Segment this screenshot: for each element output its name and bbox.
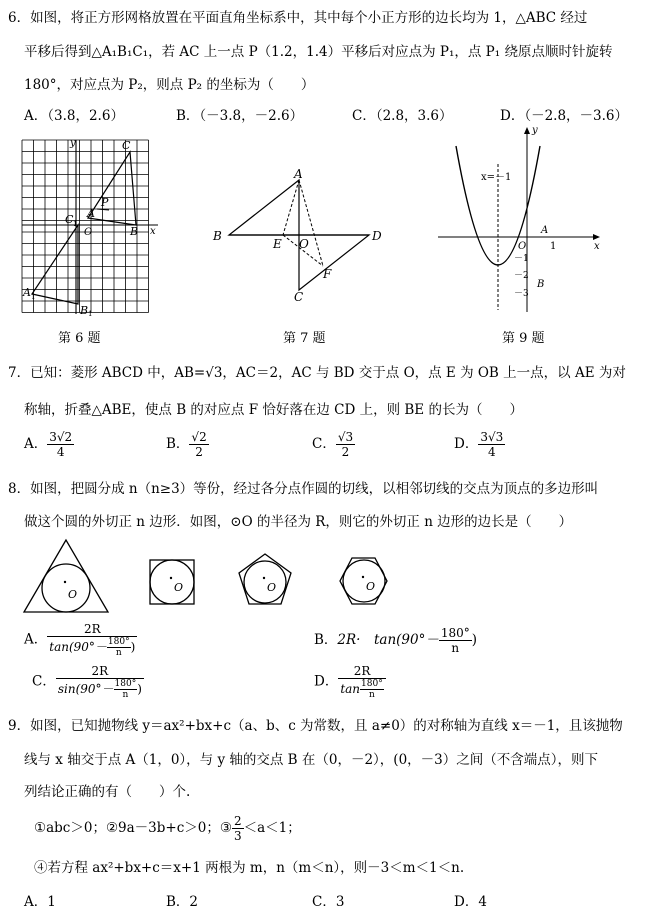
- q6-option-c: C．（2.8，3.6）: [352, 108, 453, 124]
- caption-fig9: 第 9 题: [502, 331, 545, 346]
- fig9-label-1: 1: [550, 241, 557, 252]
- fig9-label-o: O: [518, 241, 527, 252]
- fig8-label-o-pentagon: O: [267, 581, 277, 594]
- fig6-label-y: y: [70, 138, 76, 149]
- figure-9-parabola: [436, 124, 608, 314]
- fig7-label-f: F: [323, 267, 332, 281]
- fig9-label-minus2: －2: [514, 271, 529, 281]
- fig6-label-a: A: [87, 207, 95, 220]
- q9-line2: 线与 x 轴交于点 A（1，0），与 y 轴的交点 B 在（0，－2），(0，－3）之间（不含端点），则下: [24, 752, 598, 768]
- q8-option-b: B．2R· tan(90°－ $\frac{180^\circ}{n}$ ): [314, 626, 478, 655]
- q7-option-a: A． $\frac{3√2}{4}$: [24, 430, 73, 459]
- figure-8-circumscribed-polygons: [8, 536, 428, 620]
- fig6-label-b1: B: [80, 304, 89, 317]
- fig8-label-o-triangle: O: [68, 588, 78, 601]
- fig6-label-c: C: [122, 139, 131, 152]
- q9-statements-1-3: ①abc＞0；②9a－3b+c＞0；③ $\frac{2}{3}$ ＜a＜1；: [34, 814, 301, 843]
- q6-line3: 180°，对应点为 P₂，则点 P₂ 的坐标为（ ）: [24, 77, 315, 93]
- fig6-label-c1: C: [65, 213, 74, 226]
- figure-6-grid: [18, 136, 163, 318]
- fig6-label-o: O: [84, 227, 93, 238]
- q6-option-d: D．（－2.8，－3.6）: [500, 108, 629, 124]
- fig9-label-a: A: [541, 225, 549, 236]
- q7-line1: 7．已知：菱形 ABCD 中，AB=√3，AC＝2，AC 与 BD 交于点 O，点 E 为 OB 上一点，以 AE 为对: [8, 365, 626, 381]
- q9-statement-4: ④若方程 ax²+bx+c＝x+1 两根为 m，n（m＜n），则－3＜m＜1＜n.: [34, 860, 465, 876]
- q8-line2: 做这个圆的外切正 n 边形．如图，⊙O 的半径为 R，则它的外切正 n 边形的边长是（ ）: [24, 514, 573, 530]
- q8-line1: 8．如图，把圆分成 n（n≥3）等份，经过各分点作圆的切线，以相邻切线的交点为顶点的多边形叫: [8, 481, 599, 497]
- fig8-label-o-square: O: [174, 581, 184, 594]
- q7-option-c: C． $\frac{√3}{2}$: [312, 430, 354, 459]
- q6-line1: 6．如图，将正方形网格放置在平面直角坐标系中，其中每个小正方形的边长均为 1，△ABC 经过: [8, 10, 588, 26]
- q9-option-d: D．4: [454, 894, 487, 910]
- fig7-label-d: D: [372, 229, 382, 243]
- fig6-label-p: P: [101, 196, 109, 209]
- fig7-label-e: E: [273, 237, 282, 251]
- fig6-label-a1-sub: 1: [31, 293, 36, 301]
- q9-option-b: B．2: [166, 894, 199, 910]
- q8-option-d: D． 2R tan $\frac{180^\circ}{n}$: [314, 664, 386, 700]
- fig7-label-a: A: [294, 168, 303, 181]
- q9-option-c: C．3: [312, 894, 345, 910]
- q9-line1: 9．如图，已知抛物线 y＝ax²+bx+c（a、b、c 为常数，且 a≠0）的对称轴为直线 x＝－1，且该抛物: [8, 718, 623, 734]
- q9-option-a: A．1: [24, 894, 56, 910]
- fig6-label-c1-sub: 1: [73, 220, 78, 228]
- fig9-label-x: x: [594, 241, 600, 252]
- q7-line2: 称轴，折叠△ABE，使点 B 的对应点 F 恰好落在边 CD 上，则 BE 的长为（ ）: [24, 402, 523, 418]
- figure-7-rhombus: [205, 168, 395, 303]
- fig7-label-b: B: [213, 229, 222, 243]
- q6-option-b: B．（－3.8，－2.6）: [176, 108, 304, 124]
- fig9-label-minus1: －1: [514, 254, 529, 264]
- q8-option-a: A． 2R tan(90°－ $\frac{180^\circ}{n}$ ): [24, 622, 136, 658]
- q6-line2: 平移后得到△A₁B₁C₁，若 AC 上一点 P（1.2，1.4）平移后对应点为 P₁，点 P₁ 绕原点顺时针旋转: [24, 44, 613, 60]
- fig6-label-b1-sub: 1: [88, 310, 93, 318]
- fig6-label-a1: A: [23, 286, 31, 299]
- fig9-label-minus3: －3: [514, 289, 529, 299]
- fig8-label-o-hexagon: O: [366, 580, 376, 593]
- fig6-label-b: B: [130, 225, 139, 238]
- fig7-label-o: O: [299, 237, 309, 251]
- fig9-label-b: B: [537, 279, 545, 290]
- q7-option-b: B． $\frac{√2}{2}$: [166, 430, 207, 459]
- q7-option-d: D． $\frac{3√3}{4}$: [454, 430, 504, 459]
- caption-fig7: 第 7 题: [283, 331, 326, 346]
- q6-option-a: A．（3.8，2.6）: [24, 108, 124, 124]
- q8-option-c: C． 2R sin(90°－ $\frac{180^\circ}{n}$ ): [32, 664, 142, 700]
- fig6-label-x: x: [150, 226, 156, 237]
- fig9-label-axis-of-symmetry: x=－1: [481, 172, 512, 183]
- fig9-label-y: y: [532, 125, 538, 136]
- q9-line3: 列结论正确的有（ ）个.: [24, 784, 191, 800]
- fig7-label-c: C: [294, 290, 304, 303]
- caption-fig6: 第 6 题: [58, 331, 101, 346]
